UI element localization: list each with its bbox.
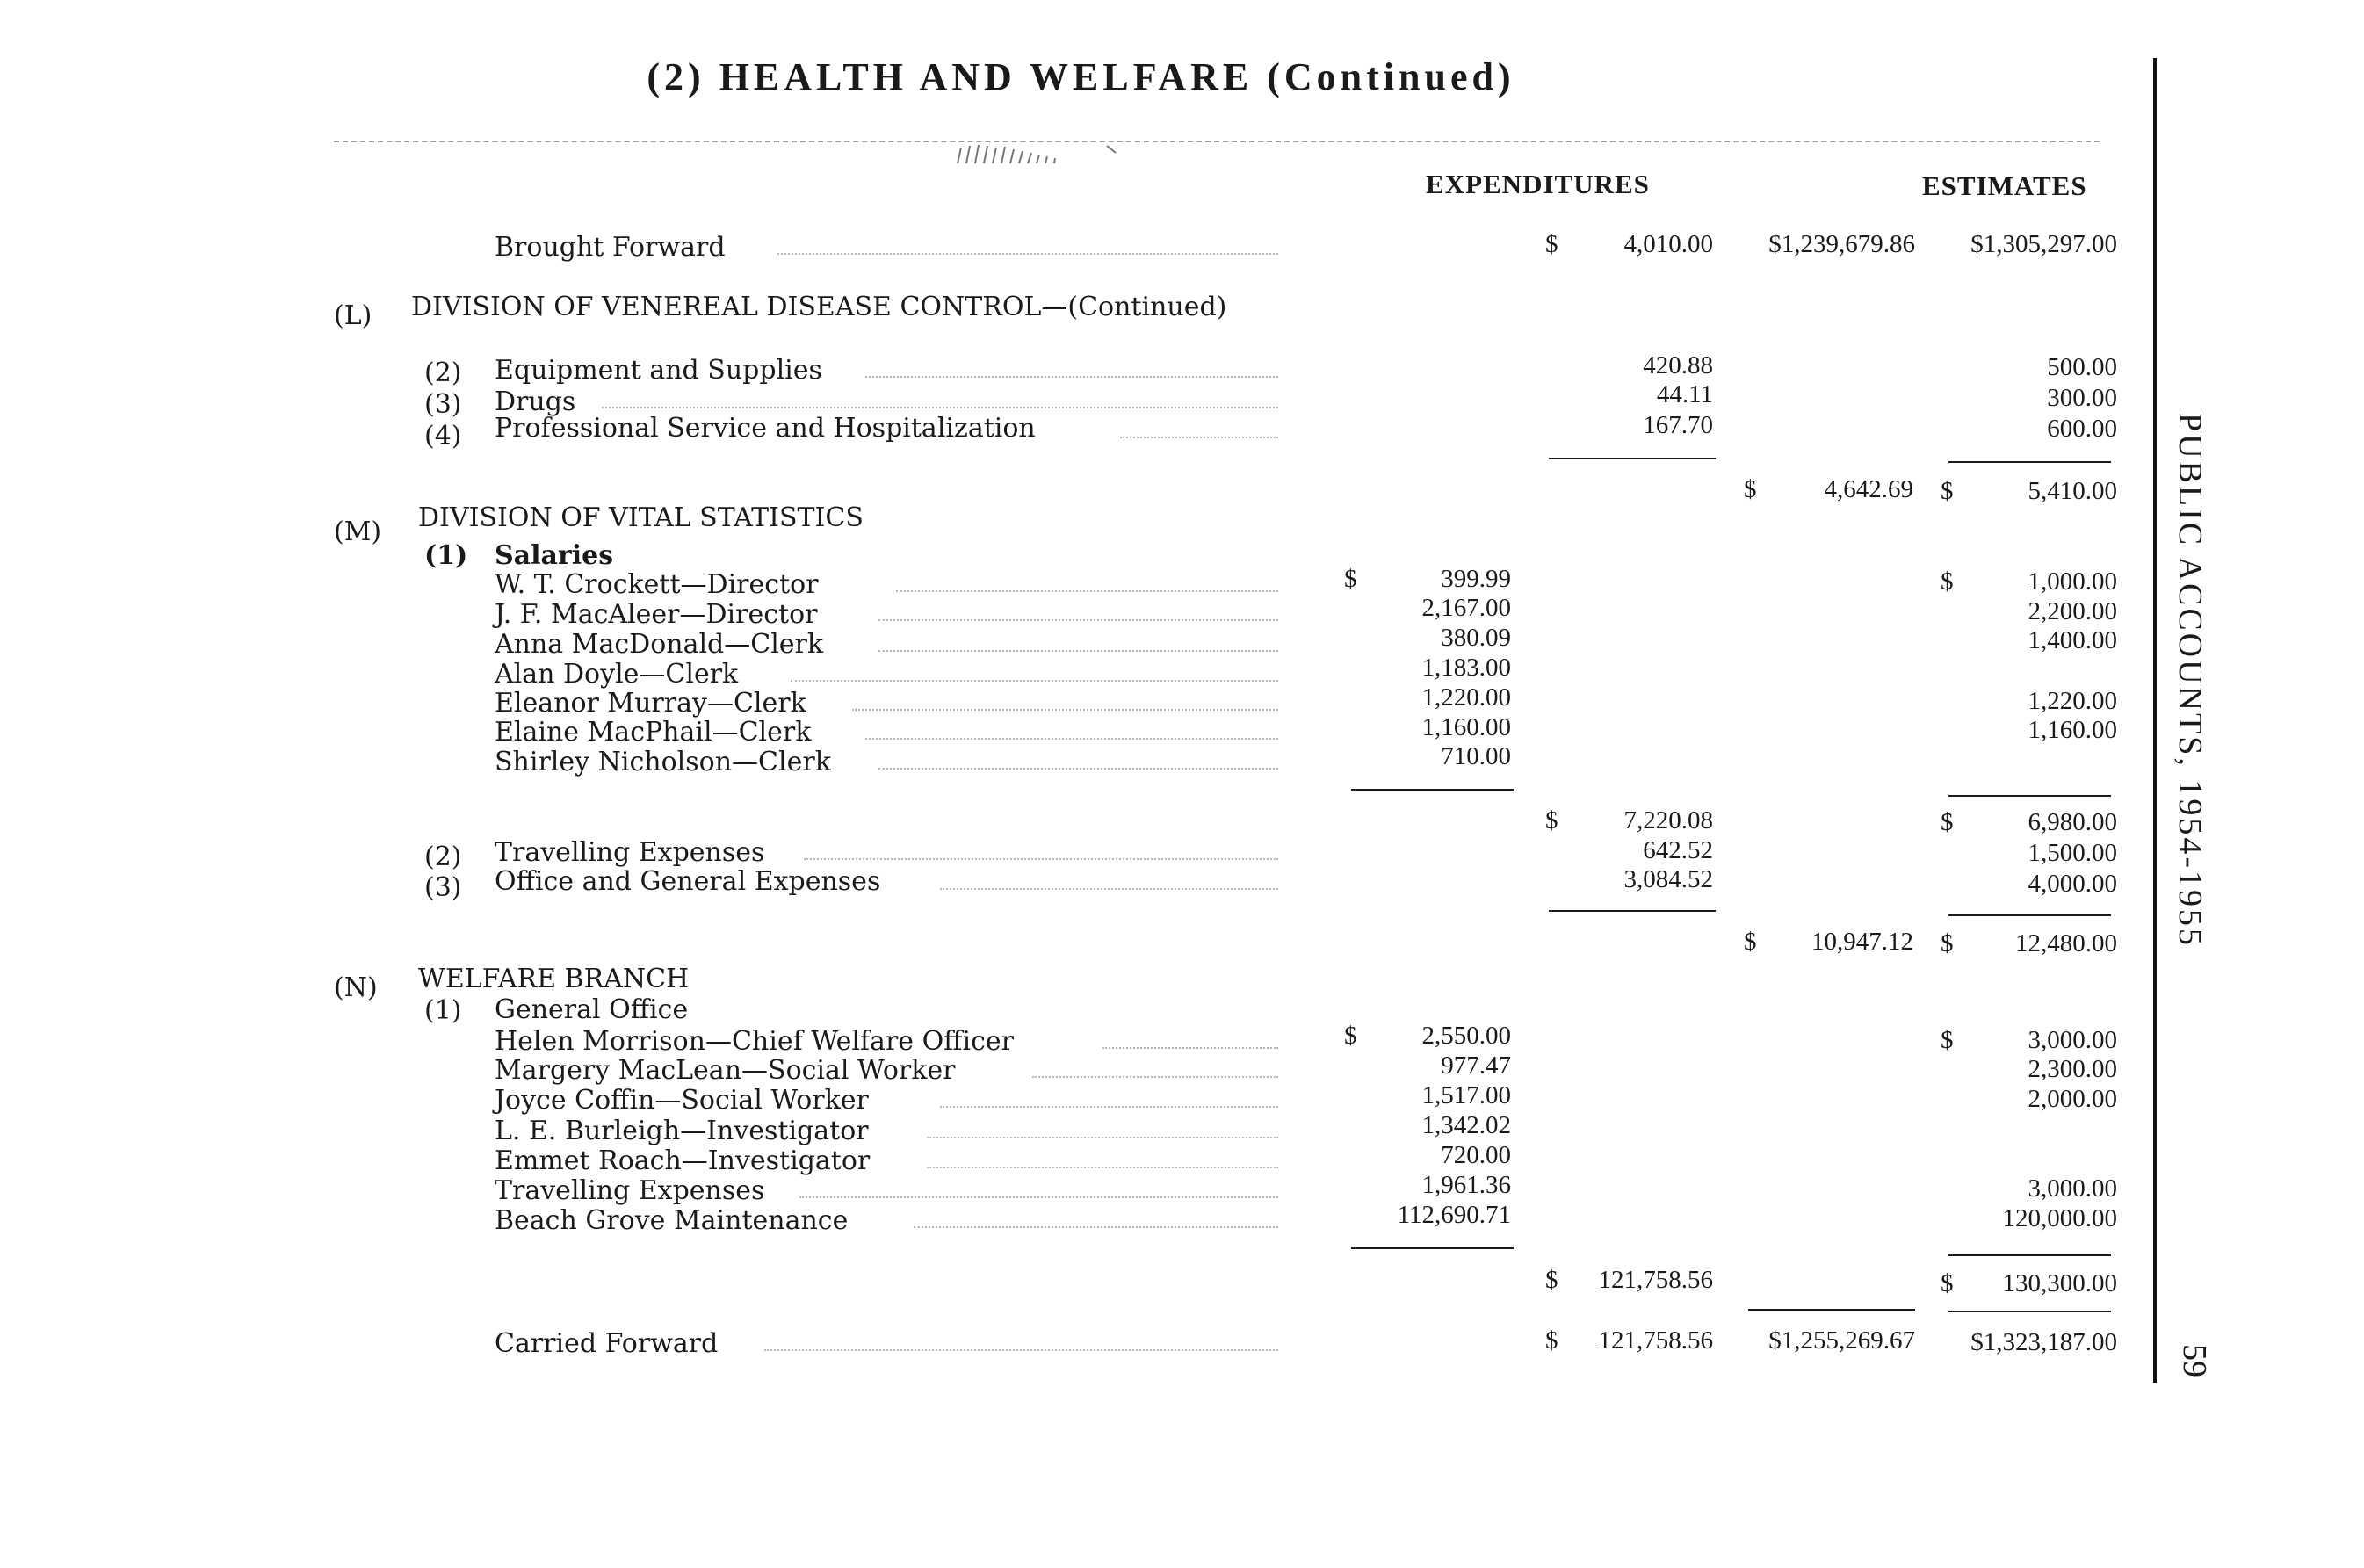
item-number: (3) <box>424 872 462 903</box>
subtotal-rule <box>1948 914 2111 916</box>
section-total-col3: 10,947.12 <box>1811 928 1913 956</box>
staff-estimate: 120,000.00 <box>2002 1204 2117 1232</box>
leader-dots <box>791 680 1278 682</box>
brought-forward-dollar: $ <box>1545 230 1558 258</box>
leader-dots <box>764 1349 1278 1351</box>
leader-dots <box>1120 437 1278 438</box>
item-label: Office and General Expenses <box>495 866 881 897</box>
leader-dots <box>927 1137 1278 1138</box>
salary-label: Alan Doyle—Clerk <box>495 659 739 690</box>
page-number: 59 <box>2176 1344 2213 1377</box>
staff-col1: 720.00 <box>1441 1141 1511 1169</box>
salary-label: Shirley Nicholson—Clerk <box>495 747 831 777</box>
salary-estimate: 1,000.00 <box>2028 567 2117 596</box>
salary-col1: 1,183.00 <box>1421 654 1511 682</box>
staff-label: Beach Grove Maintenance <box>495 1205 849 1236</box>
item-col2: 420.88 <box>1643 351 1713 379</box>
leader-dots <box>878 619 1278 621</box>
section-total-col4: 130,300.00 <box>2002 1269 2117 1297</box>
salary-label: Elaine MacPhail—Clerk <box>495 717 812 748</box>
section-total-col4: 5,410.00 <box>2028 477 2117 505</box>
leader-dots <box>1032 1076 1278 1078</box>
sub-number: (1) <box>424 540 468 571</box>
leader-dots <box>865 376 1278 378</box>
leader-dots <box>940 1106 1278 1108</box>
staff-label: Helen Morrison—Chief Welfare Officer <box>495 1026 1014 1057</box>
staff-estimate: 2,000.00 <box>2028 1085 2117 1113</box>
column-heading-estimates: ESTIMATES <box>1922 170 2087 201</box>
total-rule <box>1748 1309 1915 1311</box>
salary-label: Eleanor Murray—Clerk <box>495 688 806 719</box>
staff-dollar: $ <box>1344 1022 1357 1050</box>
sub-heading-general-office: General Office <box>495 994 689 1025</box>
staff-label: Joyce Coffin—Social Worker <box>495 1085 869 1116</box>
item-number: (2) <box>424 358 462 388</box>
estimate-dollar: $ <box>1941 808 1954 836</box>
section-total-dollar: $ <box>1744 475 1757 503</box>
carried-forward-dollar: $ <box>1545 1326 1558 1355</box>
carried-forward-col2: 121,758.56 <box>1598 1326 1713 1355</box>
staff-col1: 1,517.00 <box>1421 1081 1511 1109</box>
section-heading-m: DIVISION OF VITAL STATISTICS <box>418 502 864 533</box>
item-number: (2) <box>424 842 462 872</box>
leader-dots <box>799 1196 1278 1198</box>
salary-estimate: 1,400.00 <box>2028 626 2117 654</box>
item-label: Equipment and Supplies <box>495 355 822 386</box>
margin-rule <box>2153 58 2157 1383</box>
item-col4: 300.00 <box>2047 384 2117 412</box>
staff-label: Travelling Expenses <box>495 1175 765 1206</box>
salaries-total-col2: 7,220.08 <box>1623 806 1713 835</box>
salary-estimate: 1,160.00 <box>2028 716 2117 744</box>
item-col2: 167.70 <box>1643 411 1713 439</box>
staff-estimate: 3,000.00 <box>2028 1174 2117 1203</box>
staff-label: Margery MacLean—Social Worker <box>495 1055 956 1086</box>
item-label: Travelling Expenses <box>495 837 765 868</box>
subtotal-dollar: $ <box>1545 806 1558 835</box>
salary-col1: 1,220.00 <box>1421 683 1511 712</box>
section-heading-n: WELFARE BRANCH <box>418 964 690 994</box>
salary-col1: 399.99 <box>1441 565 1511 593</box>
subtotal-rule <box>1948 1254 2111 1256</box>
item-col2: 3,084.52 <box>1623 865 1713 893</box>
carried-forward-col3: $1,255,269.67 <box>1768 1326 1915 1355</box>
section-total-dollar: $ <box>1941 929 1954 957</box>
salary-col1: 1,160.00 <box>1421 713 1511 741</box>
leader-dots <box>852 709 1278 711</box>
estimate-dollar: $ <box>1941 1026 1954 1054</box>
staff-col1: 2,550.00 <box>1421 1022 1511 1050</box>
carried-forward-label: Carried Forward <box>495 1328 719 1359</box>
staff-col1: 1,342.02 <box>1421 1111 1511 1139</box>
leader-dots <box>927 1167 1278 1168</box>
scan-smudge <box>940 141 1195 167</box>
item-number: (3) <box>424 389 462 420</box>
section-total-col3: 4,642.69 <box>1824 475 1913 503</box>
salaries-total-col4: 6,980.00 <box>2028 808 2117 836</box>
salary-dollar: $ <box>1344 565 1357 593</box>
section-total-dollar: $ <box>1744 928 1757 956</box>
item-col4: 500.00 <box>2047 353 2117 381</box>
brought-forward-col3: $1,239,679.86 <box>1768 230 1915 258</box>
subtotal-rule <box>1948 461 2111 463</box>
leader-dots <box>914 1226 1278 1228</box>
staff-label: Emmet Roach—Investigator <box>495 1145 871 1176</box>
subtotal-rule <box>1948 795 2111 797</box>
item-col4: 1,500.00 <box>2028 839 2117 867</box>
salary-label: J. F. MacAleer—Director <box>495 599 818 630</box>
leader-dots <box>602 407 1278 408</box>
section-marker-m: (M) <box>334 517 382 547</box>
salary-estimate: 1,220.00 <box>2028 687 2117 715</box>
sub-number: (1) <box>424 995 462 1026</box>
section-total-col2: 121,758.56 <box>1598 1266 1713 1294</box>
subtotal-rule <box>1549 910 1716 912</box>
item-col2: 44.11 <box>1656 380 1713 408</box>
item-col2: 642.52 <box>1643 836 1713 864</box>
column-heading-expenditures: EXPENDITURES <box>1426 169 1650 199</box>
staff-col1: 1,961.36 <box>1421 1171 1511 1199</box>
section-heading-l: DIVISION OF VENEREAL DISEASE CONTROL—(Continued) <box>411 292 1227 322</box>
brought-forward-col2: 4,010.00 <box>1623 230 1713 258</box>
carried-forward-col4: $1,323,187.00 <box>1970 1328 2117 1356</box>
staff-col1: 977.47 <box>1441 1051 1511 1080</box>
salary-col1: 380.09 <box>1441 624 1511 652</box>
brought-forward-label: Brought Forward <box>495 232 726 263</box>
section-total-col4: 12,480.00 <box>2015 929 2117 957</box>
section-total-dollar: $ <box>1545 1266 1558 1294</box>
header-rule <box>334 141 2100 142</box>
leader-dots <box>878 768 1278 770</box>
leader-dots <box>1102 1047 1278 1049</box>
page-title: (2) HEALTH AND WELFARE (Continued) <box>647 55 1515 98</box>
subtotal-rule <box>1351 1247 1514 1249</box>
salary-label: W. T. Crockett—Director <box>495 569 819 600</box>
estimate-dollar: $ <box>1941 567 1954 596</box>
salary-label: Anna MacDonald—Clerk <box>495 629 824 660</box>
sub-heading-salaries: Salaries <box>495 540 614 571</box>
salary-estimate: 2,200.00 <box>2028 597 2117 625</box>
leader-dots <box>878 650 1278 652</box>
leader-dots <box>777 253 1278 255</box>
salary-col1: 2,167.00 <box>1421 594 1511 622</box>
brought-forward-col4: $1,305,297.00 <box>1970 230 2117 258</box>
section-marker-n: (N) <box>334 972 378 1003</box>
salary-col1: 710.00 <box>1441 742 1511 770</box>
subtotal-rule <box>1351 789 1514 791</box>
item-label: Drugs <box>495 387 576 417</box>
section-total-dollar: $ <box>1941 1269 1954 1297</box>
section-marker-l: (L) <box>334 300 372 331</box>
leader-dots <box>804 858 1278 860</box>
subtotal-rule <box>1549 458 1716 459</box>
staff-col1: 112,690.71 <box>1397 1201 1511 1229</box>
item-col4: 600.00 <box>2047 415 2117 443</box>
item-label: Professional Service and Hospitalization <box>495 413 1036 444</box>
staff-label: L. E. Burleigh—Investigator <box>495 1116 869 1146</box>
staff-estimate: 2,300.00 <box>2028 1055 2117 1083</box>
staff-estimate: 3,000.00 <box>2028 1026 2117 1054</box>
running-head: PUBLIC ACCOUNTS, 1954-1955 <box>2172 413 2209 948</box>
leader-dots <box>896 590 1278 592</box>
section-total-dollar: $ <box>1941 477 1954 505</box>
leader-dots <box>865 738 1278 740</box>
total-rule <box>1948 1311 2111 1312</box>
item-number: (4) <box>424 421 462 452</box>
item-col4: 4,000.00 <box>2028 870 2117 898</box>
leader-dots <box>940 888 1278 890</box>
